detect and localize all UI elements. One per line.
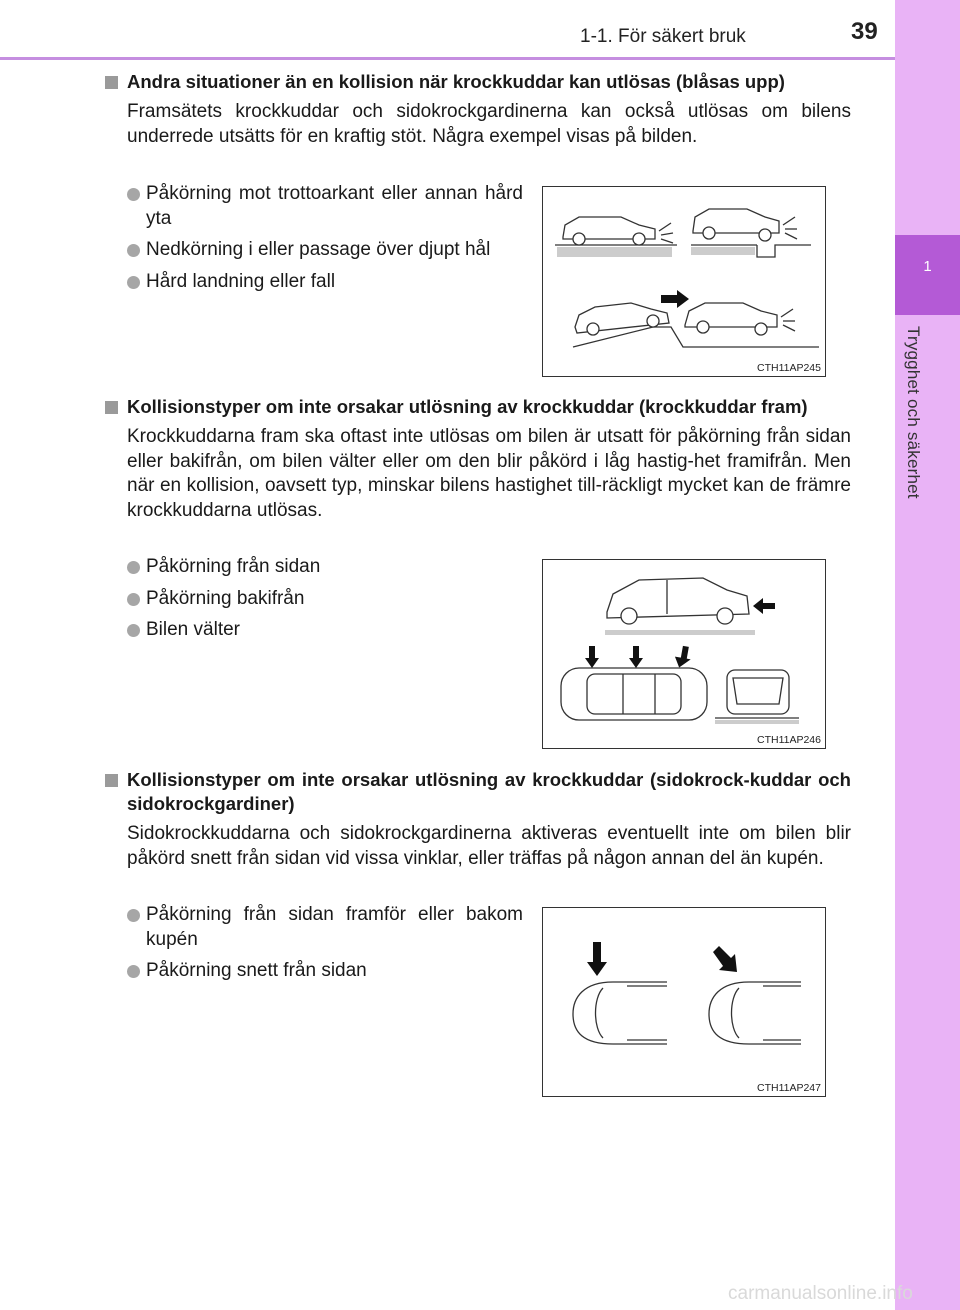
section-heading: Andra situationer än en kollision när krockkuddar kan utlösas (blåsas upp) [105, 70, 851, 94]
list-item: Påkörning från sidan [127, 555, 523, 580]
list-item: Påkörning mot trottoarkant eller annan hård yta [127, 182, 523, 231]
circle-bullet-icon [127, 276, 140, 289]
section-heading: Kollisionstyper om inte orsakar utlösning av krockkuddar (krockkuddar fram) [105, 395, 851, 419]
square-bullet-icon [105, 76, 118, 89]
figure-undercarriage-impacts [542, 186, 826, 377]
circle-bullet-icon [127, 561, 140, 574]
circle-bullet-icon [127, 624, 140, 637]
page-number: 39 [851, 18, 878, 45]
car-impact-illustration [543, 187, 825, 376]
list-item: Bilen välter [127, 618, 523, 643]
list-item: Påkörning från sidan framför eller bakom kupén [127, 903, 523, 952]
header-title: 1-1. För säkert bruk [580, 26, 746, 47]
circle-bullet-icon [127, 909, 140, 922]
chapter-side-band [895, 0, 960, 1310]
figure-code: CTH11AP247 [756, 1082, 821, 1094]
circle-bullet-icon [127, 188, 140, 201]
section-other-situations [105, 70, 851, 149]
list-item: Nedkörning i eller passage över djupt hål [127, 238, 523, 263]
section-heading: Kollisionstyper om inte orsakar utlösning av krockkuddar (sidokrock-kuddar och sidokrockgardiner) [105, 768, 851, 816]
figure-code: CTH11AP245 [756, 362, 821, 374]
bullet-list [127, 555, 523, 650]
section-front-airbags [105, 395, 851, 523]
car-top-view-illustration [543, 908, 825, 1096]
bullet-list [127, 903, 523, 991]
bullet-list [127, 182, 523, 301]
list-item: Påkörning snett från sidan [127, 959, 523, 984]
list-item: Påkörning bakifrån [127, 587, 523, 612]
header-rule [0, 57, 895, 60]
watermark-text: carmanualsonline.info [728, 1283, 913, 1304]
figure-side-rear-rollover [542, 559, 826, 749]
figure-oblique-side-impact [542, 907, 826, 1097]
circle-bullet-icon [127, 593, 140, 606]
chapter-number: 1 [923, 258, 932, 275]
car-collision-types-illustration [543, 560, 825, 748]
section-body: Krockkuddarna fram ska oftast inte utlösas om bilen är utsatt för påkörning från sidan eller bakifrån, om bilen välter eller om den blir påkörd i låg hastig-het framifrån. Men när en kollision, oavsett typ, minskar bilens hastighet till-räckligt mycket kan de främre krockkuddarna utlösas. [127, 426, 851, 521]
chapter-title: Trygghet och säkerhet [904, 326, 923, 499]
circle-bullet-icon [127, 965, 140, 978]
section-side-airbags [105, 768, 851, 871]
figure-code: CTH11AP246 [756, 734, 821, 746]
circle-bullet-icon [127, 244, 140, 257]
list-item: Hård landning eller fall [127, 270, 523, 295]
chapter-tab[interactable] [895, 235, 960, 315]
section-body: Framsätets krockkuddar och sidokrockgardinerna kan också utlösas om bilens underrede utsätts för en kraftig stöt. Några exempel visas på bilden. [127, 101, 851, 147]
section-body: Sidokrockkuddarna och sidokrockgardinerna aktiveras eventuellt inte om bilen blir påkörd snett från sidan vid vissa vinklar, eller träffas på någon annan del än kupén. [127, 823, 851, 869]
square-bullet-icon [105, 774, 118, 787]
square-bullet-icon [105, 401, 118, 414]
